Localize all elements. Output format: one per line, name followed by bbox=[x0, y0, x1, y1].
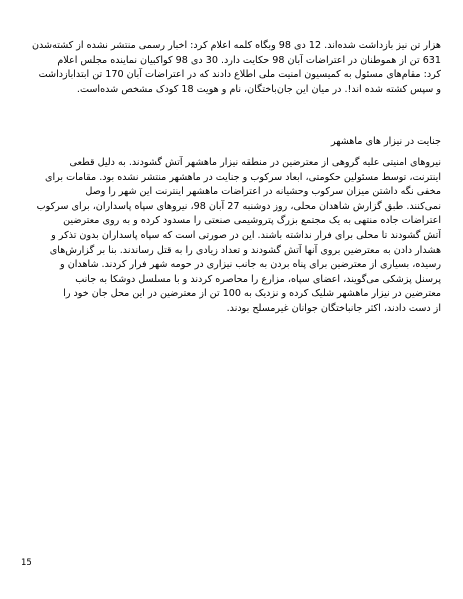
paragraph-line: نیروهای امنیتی علیه گروهی از معترضین در منطقه نیزار ماهشهر آتش گشودند. به دلیل قطعی bbox=[69, 157, 441, 168]
paragraph-line: 631 تن از هموطنان در اعتراضات آبان 98 حکایت دارد. 30 دی 98 کواکبیان نماینده مجلس اعلام bbox=[57, 54, 441, 66]
paragraph-line: هشدار دادن به معترضین بروی آنها آتش گشودند و تعداد زیادی را به قتل رساندند. بنا بر گزارش‌های bbox=[49, 244, 441, 256]
paragraph-line: نمی‌کنند. طبق گزارش شاهدان محلی، روز دوشنبه 27 آبان 98، نیروهای سپاه پاسداران، برای سرکوب bbox=[36, 200, 441, 212]
paragraph-line: پرسنل پزشکی می‌گویند، اعضای سپاه، مزارع را محاصره کردند و با مسلسل دوشکا به جانب bbox=[75, 273, 441, 285]
paragraph-line: آتش گشودند تا محلی برای فرار نداشته باشند. این در صورتی است که سپاه پاسداران بدون تذکر و bbox=[51, 229, 441, 241]
paragraph-line: اعتراضات جاده منتهی به یک مجتمع بزرگ پتروشیمی صنعتی را مسدود کرده و به روی معترضین bbox=[63, 215, 441, 227]
paragraph-line: مخفی نگه داشتن میزان سرکوب وحشیانه در اعتراضات ماهشهر اینترنت این شهر را وصل bbox=[85, 186, 441, 198]
page-number: 15 bbox=[21, 558, 32, 568]
paragraph-line: کرد: مقام‌های مسئول به کمیسیون امنیت ملی اطلاع دادند که در اعتراضات آبان 170 تن ابتدا‌بازداشت bbox=[38, 69, 441, 81]
paragraph-casualties bbox=[22, 39, 441, 97]
section-heading: جنایت در نیزار های ماهشهر bbox=[331, 136, 441, 147]
paragraph-line: و سپس کشته شده اند!. در میان این جان‌باختگان، نام و هویت 18 کودک مشخص شده‌است. bbox=[76, 83, 441, 95]
paragraph-line: اینترنت، توسط مسئولین حکومتی، ابعاد سرکوب و جنایت در ماهشهر منتشر نشده بود. مقامات برای bbox=[44, 171, 441, 183]
paragraph-line: معترضین در نیزار ماهشهر شلیک کرده و نزدیک به 100 تن از معترضین در این محل جان خود را bbox=[63, 288, 441, 300]
paragraph-line: هزار تن نیز بازداشت شده‌اند. 12 دی 98 وبگاه کلمه اعلام کرد: اخبار رسمی منتشر نشده از کشته‌شدن bbox=[31, 40, 441, 51]
paragraph-line: از دست دادند، اکثر جانباختگان جوانان غیرمسلح بودند. bbox=[226, 302, 441, 314]
paragraph-line: رسیده، بسیاری از معترضین برای پناه بردن به جانب نیزاری در حومه شهر فرار کردند. شاهدان و bbox=[60, 259, 441, 271]
paragraph-mahshahr bbox=[22, 156, 441, 317]
